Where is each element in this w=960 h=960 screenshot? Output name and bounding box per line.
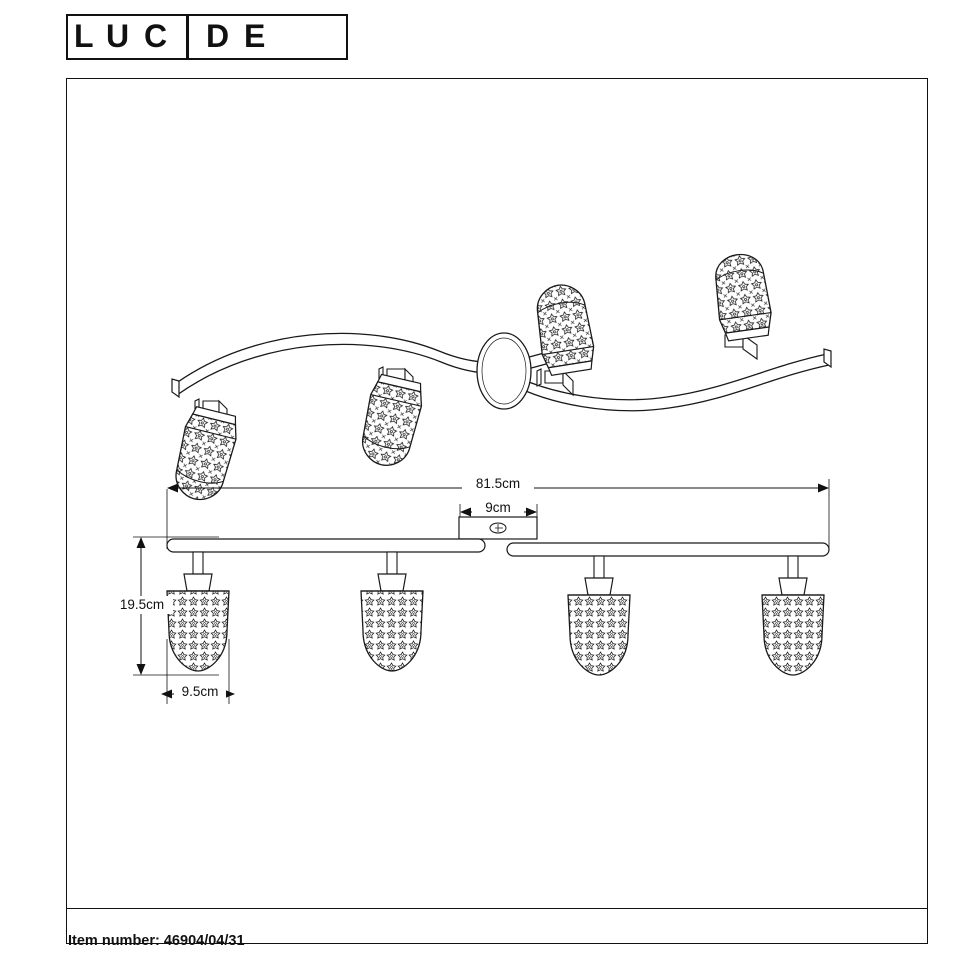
perspective-lamp-head-3	[532, 281, 597, 395]
elevation-canopy	[459, 517, 537, 539]
dimension-label-canopy-width: 9cm	[485, 500, 511, 515]
front-elevation-view	[167, 517, 829, 675]
perspective-lamp-head-4	[711, 251, 774, 359]
logo-letter-i-stem	[186, 16, 189, 58]
dimension-label-overall-height: 19.5cm	[119, 597, 165, 612]
logo-letter-c: C	[144, 18, 170, 54]
elevation-lamp-2	[361, 552, 423, 671]
perspective-view	[169, 251, 831, 505]
elevation-lamp-4	[762, 556, 824, 675]
logo-letter-d: D	[206, 18, 232, 54]
perspective-canopy	[477, 333, 531, 409]
technical-drawing-frame	[66, 78, 928, 944]
perspective-lamp-head-1	[169, 399, 241, 505]
technical-drawing	[67, 79, 926, 942]
brand-logo-svg	[68, 16, 346, 58]
dimension-label-overall-width: 81.5cm	[475, 476, 521, 491]
elevation-lamp-3	[568, 556, 630, 675]
perspective-lamp-head-2	[356, 367, 426, 471]
item-number-label: Item number: 46904/04/31	[68, 933, 245, 949]
logo-letter-e: E	[244, 18, 268, 54]
dimension-label-shade-diameter: 9.5cm	[181, 684, 219, 699]
logo-letter-l: L	[74, 18, 96, 54]
elevation-bar	[167, 539, 829, 556]
elevation-lamp-1	[167, 552, 229, 671]
footer-divider	[66, 908, 928, 909]
brand-logo-box	[66, 14, 348, 60]
logo-letter-u: U	[106, 18, 132, 54]
